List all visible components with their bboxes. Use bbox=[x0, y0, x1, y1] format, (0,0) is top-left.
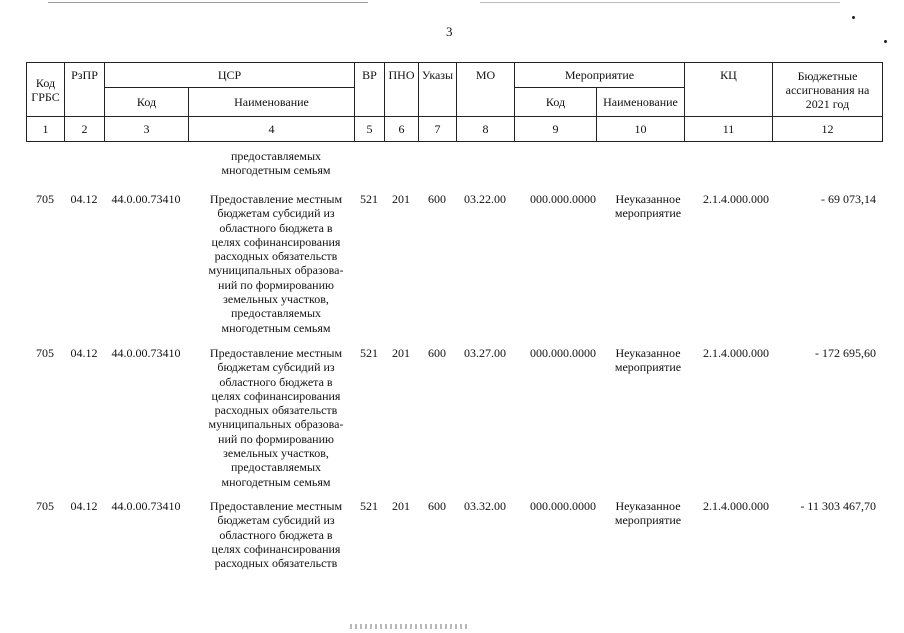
header-meropriyatie: Мероприятие bbox=[515, 63, 685, 88]
header-vr: ВР bbox=[355, 63, 385, 117]
scan-edge-line bbox=[480, 2, 840, 3]
col-num: 11 bbox=[685, 117, 773, 142]
header-meropr-name: Наименование bbox=[597, 88, 685, 117]
col-num: 7 bbox=[419, 117, 457, 142]
header-mo: МО bbox=[457, 63, 515, 117]
col-num: 10 bbox=[597, 117, 685, 142]
header-kc: КЦ bbox=[685, 63, 773, 117]
header-pno: ПНО bbox=[385, 63, 419, 117]
header-column-numbers bbox=[27, 117, 883, 142]
cell-name: Предоставление местным бюджетам субсидий из областного бюджета в целях софинансирования расходных обязательств муниципальных образова- ний по формированию земельных участков, предоставляемых многодетным семьям bbox=[208, 192, 344, 335]
col-num: 3 bbox=[105, 117, 189, 142]
cell-meropr-name: Неуказанное мероприятие bbox=[614, 192, 682, 221]
cell-pno: 201 bbox=[392, 192, 410, 206]
col-num: 9 bbox=[515, 117, 597, 142]
cell-csr: 44.0.00.73410 bbox=[111, 192, 181, 206]
cell-mo: 03.32.00 bbox=[464, 499, 506, 513]
cell-ukazy: 600 bbox=[428, 192, 446, 206]
cell-rzpr: 04.12 bbox=[70, 499, 98, 513]
cell-sum: - 69 073,14 bbox=[821, 192, 876, 206]
cell-csr: 44.0.00.73410 bbox=[111, 499, 181, 513]
cell-meropr-kod: 000.000.0000 bbox=[530, 192, 596, 206]
cell-pno: 201 bbox=[392, 499, 410, 513]
cell-grbs: 705 bbox=[36, 192, 54, 206]
col-num: 4 bbox=[189, 117, 355, 142]
cell-kc: 2.1.4.000.000 bbox=[703, 192, 769, 206]
cell-meropr-kod: 000.000.0000 bbox=[530, 499, 596, 513]
cell-csr: 44.0.00.73410 bbox=[111, 346, 181, 360]
scan-noise bbox=[350, 624, 470, 629]
cell-grbs: 705 bbox=[36, 499, 54, 513]
cell-name: Предоставление местным бюджетам субсидий из областного бюджета в целях софинансирования расходных обязательств bbox=[209, 499, 343, 571]
cell-sum: - 11 303 467,70 bbox=[800, 499, 876, 513]
header-csr-kod: Код bbox=[105, 88, 189, 117]
cell-ukazy: 600 bbox=[428, 346, 446, 360]
header-rzpr: РзПР bbox=[65, 63, 105, 117]
cell-meropr-kod: 000.000.0000 bbox=[530, 346, 596, 360]
header-csr: ЦСР bbox=[105, 63, 355, 88]
scan-speck bbox=[884, 40, 887, 43]
cell-rzpr: 04.12 bbox=[70, 346, 98, 360]
cell-mo: 03.22.00 bbox=[464, 192, 506, 206]
header-meropr-kod: Код bbox=[515, 88, 597, 117]
cell-grbs: 705 bbox=[36, 346, 54, 360]
header-kod-grbs: Код ГРБС bbox=[27, 63, 65, 117]
cell-kc: 2.1.4.000.000 bbox=[703, 499, 769, 513]
cell-kc: 2.1.4.000.000 bbox=[703, 346, 769, 360]
scan-edge-line bbox=[48, 2, 368, 3]
page-number: 3 bbox=[446, 24, 453, 39]
col-num: 12 bbox=[773, 117, 883, 142]
cell-name: Предоставление местным бюджетам субсидий из областного бюджета в целях софинансирования расходных обязательств муниципальных образова- ний по формированию земельных участков, предоставляемых многодетным семьям bbox=[208, 346, 344, 489]
cell-meropr-name: Неуказанное мероприятие bbox=[614, 346, 682, 375]
header-csr-name: Наименование bbox=[189, 88, 355, 117]
col-num: 6 bbox=[385, 117, 419, 142]
cell-vr: 521 bbox=[360, 346, 378, 360]
continuation-text: предоставляемых многодетным семьям bbox=[221, 149, 331, 178]
cell-sum: - 172 695,60 bbox=[815, 346, 876, 360]
cell-vr: 521 bbox=[360, 499, 378, 513]
header-ukazy: Указы bbox=[419, 63, 457, 117]
col-num: 5 bbox=[355, 117, 385, 142]
cell-mo: 03.27.00 bbox=[464, 346, 506, 360]
cell-meropr-name: Неуказанное мероприятие bbox=[614, 499, 682, 528]
cell-ukazy: 600 bbox=[428, 499, 446, 513]
scan-speck bbox=[852, 16, 855, 19]
cell-rzpr: 04.12 bbox=[70, 192, 98, 206]
col-num: 2 bbox=[65, 117, 105, 142]
header-budget: Бюджетные ассигнования на 2021 год bbox=[773, 63, 883, 117]
cell-vr: 521 bbox=[360, 192, 378, 206]
col-num: 1 bbox=[27, 117, 65, 142]
table-header bbox=[26, 62, 883, 142]
col-num: 8 bbox=[457, 117, 515, 142]
cell-pno: 201 bbox=[392, 346, 410, 360]
